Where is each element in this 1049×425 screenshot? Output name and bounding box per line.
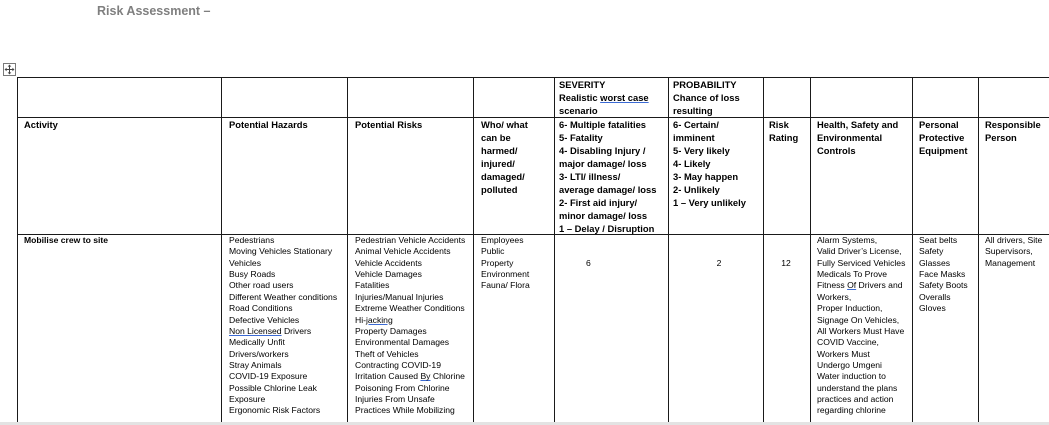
header-cell-severity-scale[interactable] — [554, 117, 668, 234]
header-line: Person — [985, 132, 1017, 143]
risk-line: Fatalities — [355, 280, 390, 291]
header-line: Equipment — [919, 145, 968, 156]
spellcheck-flagged-text: Non Licensed — [229, 325, 282, 336]
hazard-line: Moving Vehicles Stationary — [229, 246, 333, 257]
risk-line: Vehicle Damages — [355, 269, 422, 280]
control-line: Proper Induction, — [817, 303, 883, 314]
risk-line — [355, 315, 473, 326]
ppe-line: Safety Boots — [919, 280, 968, 291]
control-line: Fully Serviced Vehicles — [817, 257, 906, 268]
ppe-line: Seat belts — [919, 235, 958, 245]
header-line: Protective — [919, 132, 965, 143]
header-top-cell-risks[interactable] — [347, 77, 473, 117]
risk-line: Extreme Weather Conditions — [355, 303, 465, 314]
severity-value: 6 — [586, 257, 591, 268]
ppe-line: Safety — [919, 246, 944, 257]
responsible-line: All drivers, Site — [985, 235, 1043, 245]
hazard-line: Ergonomic Risk Factors — [229, 405, 321, 416]
severity-heading-title: SEVERITY — [559, 79, 606, 90]
control-line — [817, 280, 912, 291]
document-title: Risk Assessment – — [97, 4, 211, 18]
responsible-line: Management — [985, 257, 1036, 268]
hazard-line: Defective Vehicles — [229, 314, 300, 325]
probability-scale-line: 4- Likely — [673, 158, 711, 169]
header-line: Personal — [919, 119, 959, 130]
text-segment: Drivers — [281, 325, 312, 336]
risk-line: Environmental Damages — [355, 337, 450, 348]
header-line: Potential Risks — [355, 119, 423, 130]
header-cell-probability-scale[interactable] — [668, 117, 763, 234]
header-cell-controls[interactable] — [810, 117, 912, 234]
hazard-line: Pedestrians — [229, 235, 275, 245]
text-segment: Fitness — [817, 280, 848, 291]
header-cell-potential-hazards[interactable] — [221, 117, 347, 234]
control-line: Alarm Systems, — [817, 235, 878, 245]
who-line: Environment — [481, 269, 530, 280]
probability-scale-line: 5- Very likely — [673, 145, 730, 156]
probability-heading-subtitle — [673, 91, 763, 117]
text-segment: Realistic — [559, 92, 601, 103]
severity-heading-subtitle — [559, 91, 668, 117]
text-segment: Irritation Caused — [355, 371, 421, 382]
ppe-line: Overalls — [919, 291, 951, 302]
row-1-probability-cell[interactable] — [668, 234, 763, 425]
spellcheck-flagged-text: By — [420, 371, 431, 382]
probability-scale-line: 3- May happen — [673, 171, 739, 182]
spellcheck-flagged-text: worst case — [600, 92, 649, 103]
risk-line — [355, 371, 473, 382]
control-line: practices and action — [817, 394, 894, 405]
severity-scale-line: 1 – Delay / Disruption — [559, 223, 655, 234]
who-line: Property — [481, 257, 514, 268]
probability-scale-line: 2- Unlikely — [673, 184, 720, 195]
control-line: COVID Vaccine, — [817, 337, 879, 348]
risk-assessment-table — [17, 77, 1049, 425]
hazard-line — [229, 326, 347, 337]
hazard-line: Exposure — [229, 394, 266, 405]
risk-line: Pedestrian Vehicle Accidents — [355, 235, 466, 245]
hazard-line: COVID-19 Exposure — [229, 371, 308, 382]
risk-line: Injuries/Manual Injuries — [355, 291, 444, 302]
risk-line: Injuries From Unsafe — [355, 394, 435, 405]
header-cell-activity[interactable] — [17, 117, 221, 234]
control-line: Signage On Vehicles, — [817, 314, 900, 325]
severity-heading-line: scenario — [559, 105, 598, 116]
header-line: harmed/ — [481, 145, 518, 156]
severity-heading-cell[interactable] — [554, 77, 668, 117]
header-line: Potential Hazards — [229, 119, 308, 130]
probability-scale-line: 6- Certain/ — [673, 119, 719, 130]
probability-heading-cell[interactable] — [668, 77, 763, 117]
hazard-line: Different Weather conditions — [229, 291, 338, 302]
header-cell-ppe[interactable] — [912, 117, 978, 234]
row-1-severity-cell[interactable] — [554, 234, 668, 425]
risk-rating-value: 12 — [781, 257, 791, 268]
hazard-line: Drivers/workers — [229, 348, 289, 359]
hazard-line: Possible Chlorine Leak — [229, 382, 317, 393]
severity-scale-line: 4- Disabling Injury / — [559, 145, 646, 156]
text-segment: Chlorine — [430, 371, 465, 382]
severity-scale-line: major damage/ loss — [559, 158, 647, 169]
probability-heading-line: Chance of loss — [673, 92, 740, 103]
row-1-risk-rating-cell[interactable] — [763, 234, 810, 425]
hazard-line: Road Conditions — [229, 303, 293, 314]
responsible-line: Supervisors, — [985, 246, 1033, 257]
ppe-line: Gloves — [919, 303, 946, 314]
severity-scale-line: 5- Fatality — [559, 132, 603, 143]
hazard-line: Busy Roads — [229, 269, 276, 280]
row-1-ppe-cell[interactable] — [912, 234, 978, 425]
control-line: All Workers Must Have — [817, 325, 905, 336]
row-1-activity-cell[interactable] — [17, 234, 221, 425]
severity-heading-line — [559, 91, 668, 104]
header-line: Rating — [769, 132, 799, 143]
row-1-risks-cell[interactable] — [347, 234, 473, 425]
probability-value: 2 — [716, 257, 722, 268]
risk-line: Poisoning From Chlorine — [355, 382, 450, 393]
hazard-line: Other road users — [229, 280, 294, 291]
who-line: Public — [481, 246, 505, 257]
row-1-hazards-cell[interactable] — [221, 234, 347, 425]
header-line: Environmental — [817, 132, 883, 143]
header-cell-potential-risks[interactable] — [347, 117, 473, 234]
text-segment: Hi- — [355, 314, 366, 325]
move-arrows-icon — [4, 64, 15, 75]
ppe-line: Glasses — [919, 257, 951, 268]
severity-scale-line: 3- LTI/ illness/ — [559, 171, 621, 182]
header-top-cell-responsible[interactable] — [978, 77, 1049, 117]
header-cell-who-harmed[interactable] — [473, 117, 554, 234]
row-1-responsible-cell[interactable] — [978, 234, 1049, 425]
probability-heading-line: resulting — [673, 105, 713, 116]
probability-heading-title: PROBABILITY — [673, 79, 737, 90]
header-line: polluted — [481, 184, 518, 195]
text-segment: Drivers and — [856, 280, 903, 291]
activity-line: Mobilise crew to site — [24, 235, 109, 245]
header-cell-responsible-person[interactable] — [978, 117, 1049, 234]
control-line: Medicals To Prove — [817, 269, 888, 280]
risk-line: Contracting COVID-19 — [355, 359, 441, 370]
who-line: Fauna/ Flora — [481, 280, 530, 291]
spellcheck-flagged-text: jacking — [365, 314, 393, 325]
hazard-line: Stray Animals — [229, 359, 282, 370]
header-line: damaged/ — [481, 171, 525, 182]
spellcheck-flagged-text: Of — [847, 280, 857, 291]
control-line: Workers Must — [817, 348, 870, 359]
header-top-cell-risk-rating[interactable] — [763, 77, 810, 117]
header-line: can be — [481, 132, 511, 143]
severity-scale-line: 2- First aid injury/ — [559, 197, 638, 208]
header-top-cell-activity[interactable] — [17, 77, 221, 117]
header-top-cell-hazards[interactable] — [221, 77, 347, 117]
header-line: injured/ — [481, 158, 515, 169]
hazard-line: Medically Unfit — [229, 337, 285, 348]
table-move-handle[interactable] — [3, 63, 16, 76]
control-line: understand the plans — [817, 382, 898, 393]
header-line: Health, Safety and — [817, 119, 899, 130]
row-1-who-cell[interactable] — [473, 234, 554, 425]
severity-scale-line: average damage/ loss — [559, 184, 657, 195]
probability-scale-line: 1 – Very unlikely — [673, 197, 746, 208]
who-line: Employees — [481, 235, 524, 245]
control-line: regarding chlorine — [817, 405, 886, 416]
control-line: Workers, — [817, 291, 852, 302]
control-line: Valid Driver’s License, — [817, 246, 902, 257]
ppe-line: Face Masks — [919, 269, 966, 280]
risk-line: Animal Vehicle Accidents — [355, 246, 451, 257]
header-line: Who/ what — [481, 119, 528, 130]
header-top-cell-who[interactable] — [473, 77, 554, 117]
header-line: Risk — [769, 119, 789, 130]
hazard-line: Vehicles — [229, 257, 262, 268]
header-cell-risk-rating[interactable] — [763, 117, 810, 234]
severity-scale-line: 6- Multiple fatalities — [559, 119, 646, 130]
risk-line: Practices While Mobilizing — [355, 405, 455, 416]
header-line: Controls — [817, 145, 856, 156]
risk-line: Property Damages — [355, 325, 427, 336]
severity-scale-line: minor damage/ loss — [559, 210, 648, 221]
header-line: Activity — [24, 119, 58, 130]
header-top-cell-controls[interactable] — [810, 77, 912, 117]
control-line: Undergo Umgeni — [817, 359, 882, 370]
risk-line: Vehicle Accidents — [355, 257, 422, 268]
control-line: Water induction to — [817, 371, 886, 382]
header-top-cell-ppe[interactable] — [912, 77, 978, 117]
risk-line: Theft of Vehicles — [355, 348, 419, 359]
header-line: Responsible — [985, 119, 1041, 130]
row-1-controls-cell[interactable] — [810, 234, 912, 425]
probability-scale-line: imminent — [673, 132, 715, 143]
